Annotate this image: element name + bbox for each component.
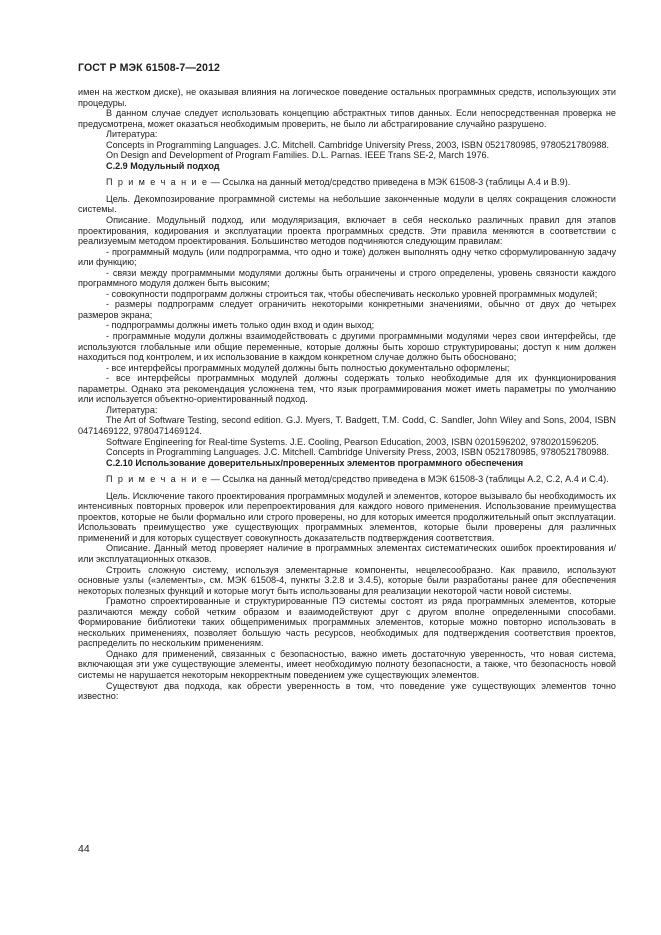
note-text: — Ссылка на данный метод/средство приведена в МЭК 61508-3 (таблицы А.2, С.2, А.4 и С.4). <box>208 474 609 485</box>
paragraph: Описание. Модульный подход, или модуляризация, включает в себя несколько различных правил для этапов проектирования, кодирования и эксплуатации проекта программных средств. Эти правила меняются в соответствии с реализуемым методом проектирования. Большинство методов подчиняются следующим правилам: <box>78 215 616 247</box>
paragraph: Существуют два подхода, как обрести уверенность в том, что поведение уже существующих элементов точно известно: <box>78 680 616 702</box>
section-heading: С.2.9 Модульный подход <box>106 160 220 171</box>
paragraph: Цель. Исключение такого проектирования программных модулей и элементов, которое вызывало бы необходимость их интенсивных повторных проверок или перепроектирования для каждого нового применения. Использование преимущества проектов, которые не были формально или строго проверены, но для которых имеется продолжительный опыт эксплуатации. Использовать преимущество уже существующих программных элементов, которые были проверены для различных применений и для которых существует совокупность доказательств подтверждения соответствия. <box>78 490 616 543</box>
list-item: - все интерфейсы программных модулей должны быть полностью документально оформлены; <box>106 362 510 373</box>
list-item: - совокупности подпрограмм должны строиться так, чтобы обеспечивать несколько уровней программных модулей; <box>106 288 598 299</box>
literature-heading: Литература: <box>106 404 158 415</box>
paragraph: Описание. Данный метод проверяет наличие в программных элементах систематических ошибок проектирования и/или эксплуатационных отказов. <box>78 543 616 564</box>
note <box>78 474 616 485</box>
page-content <box>78 62 616 702</box>
list-item: - все интерфейсы программных модулей должны содержать только необходимые для их функционирования параметры. Однако эта рекомендация усложнена тем, что язык программирования может иметь параметры по умолчанию или используется объектно-ориентированный подход. <box>78 373 616 405</box>
paragraph: Цель. Декомпозирование программной системы на небольшие законченные модули в целях сокращения сложности системы. <box>78 193 616 215</box>
paragraph: Грамотно спроектированные и структурированные ПЭ системы состоят из ряда программных элементов, которые различаются между собой четким образом и взаимодействуют друг с другом вполне определенными способами. Формирование библиотеки таких общеприменимых программных элементов, которые можно повторно использовать в нескольких применениях, позволяет большую часть ресурсов, необходимых для подтверждения соответствия проектов, распределить по нескольким применениям. <box>78 596 616 649</box>
reference-item: The Art of Software Testing, second edition. G.J. Myers, T. Badgett, T.M. Codd, C. Sandler, John Wiley and Sons, 2004, ISBN 0471469122, 9780471469124. <box>78 415 616 436</box>
paragraph: Однако для применений, связанных с безопасностью, важно иметь достаточную уверенность, что новая система, включающая эти уже существующие элементы, имеет необходимую полноту безопасности, а также, что безопасность новой системы не нарушается некоторым некорректным поведением уже существующих элементов. <box>78 648 616 680</box>
paragraph: В данном случае следует использовать концепцию абстрактных типов данных. Если непосредственная проверка не предусмотрена, может оказаться необходимым проверить, не было ли абстрагирование случайно разрушено. <box>78 108 616 129</box>
list-item: - подпрограммы должны иметь только один вход и один выход; <box>106 320 375 331</box>
section-heading: С.2.10 Использование доверительных/проверенных элементов программного обеспечения <box>106 457 524 468</box>
literature-heading: Литература: <box>106 129 158 140</box>
reference-item: Concepts in Programming Languages. J.C. Mitchell. Cambridge University Press, 2003, ISBN 0521780985, 9780521780988. <box>106 139 609 150</box>
note-text: — Ссылка на данный метод/средство приведена в МЭК 61508-3 (таблицы А.4 и В.9). <box>208 177 571 188</box>
list-item: - программные модули должны взаимодействовать с другими программными модулями через свои интерфейсы, где используются глобальные или общие переменные, которые должны быть хорошо структурированы; доступ к ним должен находиться под контролем, и их использование в каждом конкретном случае должно быть обосновано; <box>78 331 616 363</box>
list-item: - программный модуль (или подпрограмма, что одно и тоже) должен выполнять одну четко сформулированную задачу или функцию; <box>78 246 616 268</box>
document-header: ГОСТ Р МЭК 61508-7—2012 <box>78 62 221 74</box>
reference-item: Software Engineering for Real-time Systems. J.E. Cooling, Pearson Education, 2003, ISBN 0201596202, 9780201596205. <box>106 436 599 447</box>
note-label: П р и м е ч а н и е <box>106 474 209 485</box>
note <box>78 177 616 188</box>
reference-item: On Design and Development of Program Families. D.L. Parnas. IEEE Trans SE-2, March 1976. <box>106 150 490 161</box>
list-item: - связи между программными модулями должны быть ограничены и строго определены, уровень связности каждого программного модуля должен быть высоким; <box>78 267 616 289</box>
note-label: П р и м е ч а н и е <box>106 177 209 188</box>
paragraph: Строить сложную систему, используя элементарные компоненты, нецелесообразно. Как правило, используют основные узлы («элементы», см. МЭК 61508-4, пункты 3.2.8 и 3.4.5), которые были разработаны ранее для обеспечения некоторых полезных функций и которые могут быть использованы для реализации некоторой части новой системы. <box>78 564 616 596</box>
paragraph: имен на жестком диске), не оказывая влияния на логическое поведение остальных программных средств, использующих эти процедуры. <box>78 87 616 108</box>
page-number: 44 <box>78 843 90 855</box>
reference-item: Concepts in Programming Languages. J.C. Mitchell. Cambridge University Press, 2003, ISBN 0521780985, 9780521780988. <box>106 447 609 458</box>
list-item: - размеры подпрограмм следует ограничить некоторыми конкретными значениями, обычно от двух до четырех размеров экрана; <box>78 299 616 320</box>
